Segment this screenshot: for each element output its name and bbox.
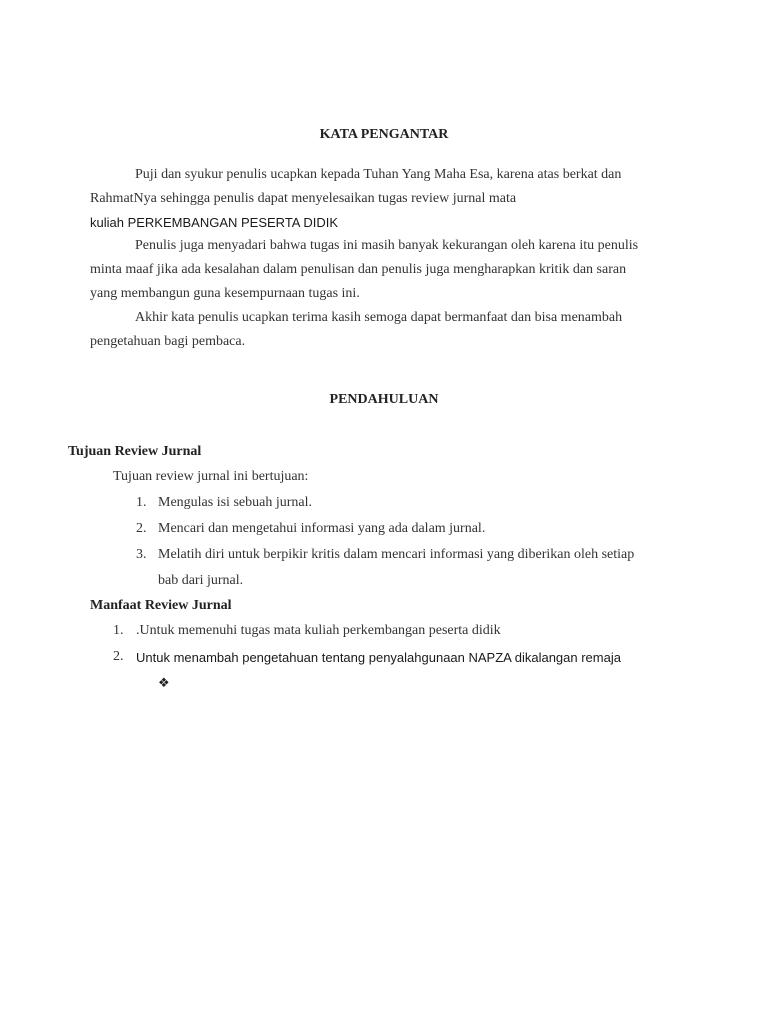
list-item: Untuk menambah pengetahuan tentang penyalahgunaan NAPZA dikalangan remaja — [136, 650, 621, 665]
list-item-continuation: bab dari jurnal. — [158, 573, 244, 588]
list-number: 1. — [113, 623, 124, 638]
diamond-bullet-icon: ❖ — [158, 676, 170, 691]
paragraph-line: minta maaf jika ada kesalahan dalam penulisan dan penulis juga mengharapkan kritik dan saran — [90, 262, 627, 277]
paragraph-line: RahmatNya sehingga penulis dapat menyelesaikan tugas review jurnal mata — [90, 191, 517, 206]
list-item: Mengulas isi sebuah jurnal. — [158, 495, 312, 510]
list-item: .Untuk memenuhi tugas mata kuliah perkembangan peserta didik — [136, 623, 501, 638]
kata-pengantar-title: KATA PENGANTAR — [319, 127, 449, 142]
manfaat-heading: Manfaat Review Jurnal — [90, 598, 232, 613]
paragraph-line: pengetahuan bagi pembaca. — [90, 334, 246, 349]
list-number: 2. — [136, 521, 147, 536]
paragraph-line: Akhir kata penulis ucapkan terima kasih semoga dapat bermanfaat dan bisa menambah — [135, 310, 623, 325]
list-number: 1. — [136, 495, 147, 510]
paragraph-line: Puji dan syukur penulis ucapkan kepada Tuhan Yang Maha Esa, karena atas berkat dan — [135, 167, 622, 182]
list-item: Mencari dan mengetahui informasi yang ada dalam jurnal. — [158, 521, 486, 536]
list-number: 3. — [136, 547, 147, 562]
list-item: Melatih diri untuk berpikir kritis dalam mencari informasi yang diberikan oleh setiap — [158, 547, 635, 562]
list-number: 2. — [113, 649, 124, 664]
paragraph-line: yang membangun guna kesempurnaan tugas ini. — [90, 286, 360, 301]
paragraph-line: Penulis juga menyadari bahwa tugas ini masih banyak kekurangan oleh karena itu penulis — [135, 238, 639, 253]
tujuan-heading: Tujuan Review Jurnal — [68, 444, 202, 459]
pendahuluan-title: PENDAHULUAN — [329, 392, 439, 407]
paragraph-line: kuliah PERKEMBANGAN PESERTA DIDIK — [90, 215, 339, 230]
tujuan-intro: Tujuan review jurnal ini bertujuan: — [113, 469, 309, 484]
